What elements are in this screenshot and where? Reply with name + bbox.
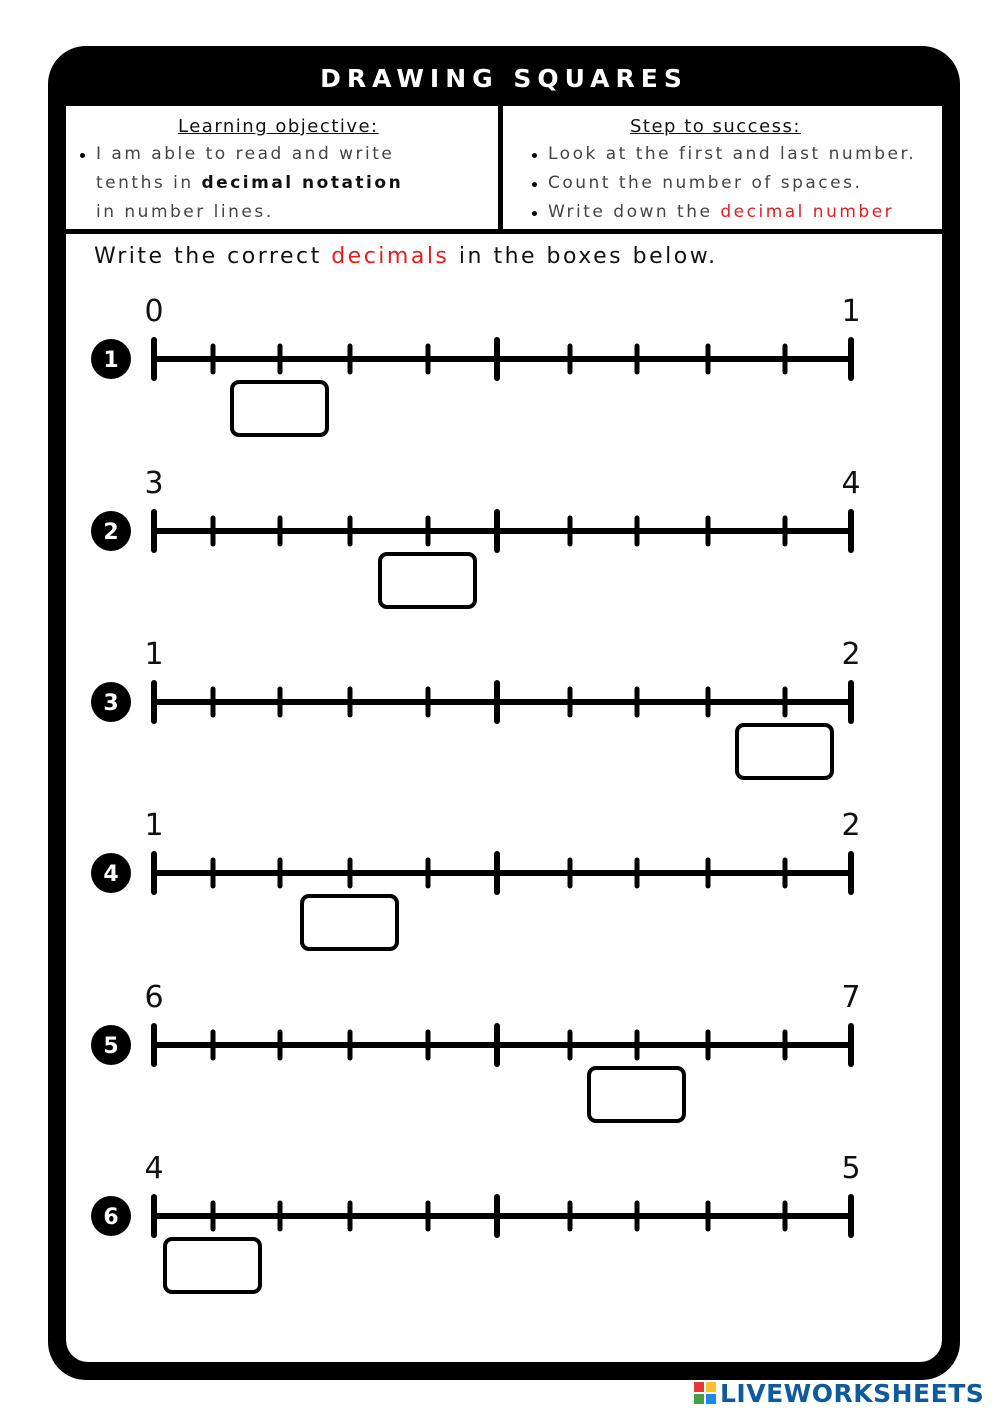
objective-text-start: I am able to read and write tenths in — [96, 144, 395, 193]
objective-text-bold: decimal notation — [201, 173, 404, 193]
step3-prefix: Write down the — [548, 202, 721, 222]
objective-text-end: in number lines. — [96, 202, 274, 222]
start-label: 1 — [144, 808, 164, 843]
logo-square — [694, 1394, 704, 1404]
steps-heading: Step to success: — [630, 116, 801, 137]
question-number: 1 — [103, 348, 119, 373]
answer-box[interactable] — [232, 382, 327, 435]
answer-box[interactable] — [737, 725, 832, 778]
end-label: 2 — [841, 808, 861, 843]
logo-square — [706, 1382, 716, 1392]
end-label: 4 — [841, 466, 861, 501]
question-number: 6 — [103, 1205, 119, 1230]
page-title: DRAWING SQUARES — [320, 64, 688, 93]
step-item: Count the number of spaces. — [530, 169, 930, 198]
end-label: 2 — [841, 637, 861, 672]
start-label: 0 — [144, 294, 164, 329]
answer-box[interactable] — [380, 554, 475, 607]
question-number: 2 — [103, 520, 119, 545]
instruction-start: Write the correct — [94, 244, 332, 269]
end-label: 5 — [841, 1151, 861, 1186]
instruction-highlight: decimals — [331, 244, 450, 269]
step-item: Look at the first and last number. — [530, 140, 930, 169]
step3-highlight: decimal number — [720, 202, 895, 222]
start-label: 4 — [144, 1151, 164, 1186]
logo-square — [706, 1394, 716, 1404]
logo-text: LIVEWORKSHEETS — [720, 1378, 985, 1408]
start-label: 6 — [144, 980, 164, 1015]
logo-icon — [694, 1382, 716, 1404]
answer-box[interactable] — [302, 896, 397, 949]
question-number: 5 — [103, 1034, 119, 1059]
instruction-end: in the boxes below. — [449, 244, 718, 269]
end-label: 1 — [841, 294, 861, 329]
question-number: 4 — [103, 862, 119, 887]
start-label: 3 — [144, 466, 164, 501]
answer-box[interactable] — [589, 1068, 684, 1121]
liveworksheets-logo — [694, 1378, 984, 1408]
end-label: 7 — [841, 980, 861, 1015]
question-number: 3 — [103, 691, 119, 716]
logo-square — [694, 1382, 704, 1392]
answer-box[interactable] — [165, 1239, 260, 1292]
learning-objective-heading: Learning objective: — [178, 116, 379, 137]
start-label: 1 — [144, 637, 164, 672]
